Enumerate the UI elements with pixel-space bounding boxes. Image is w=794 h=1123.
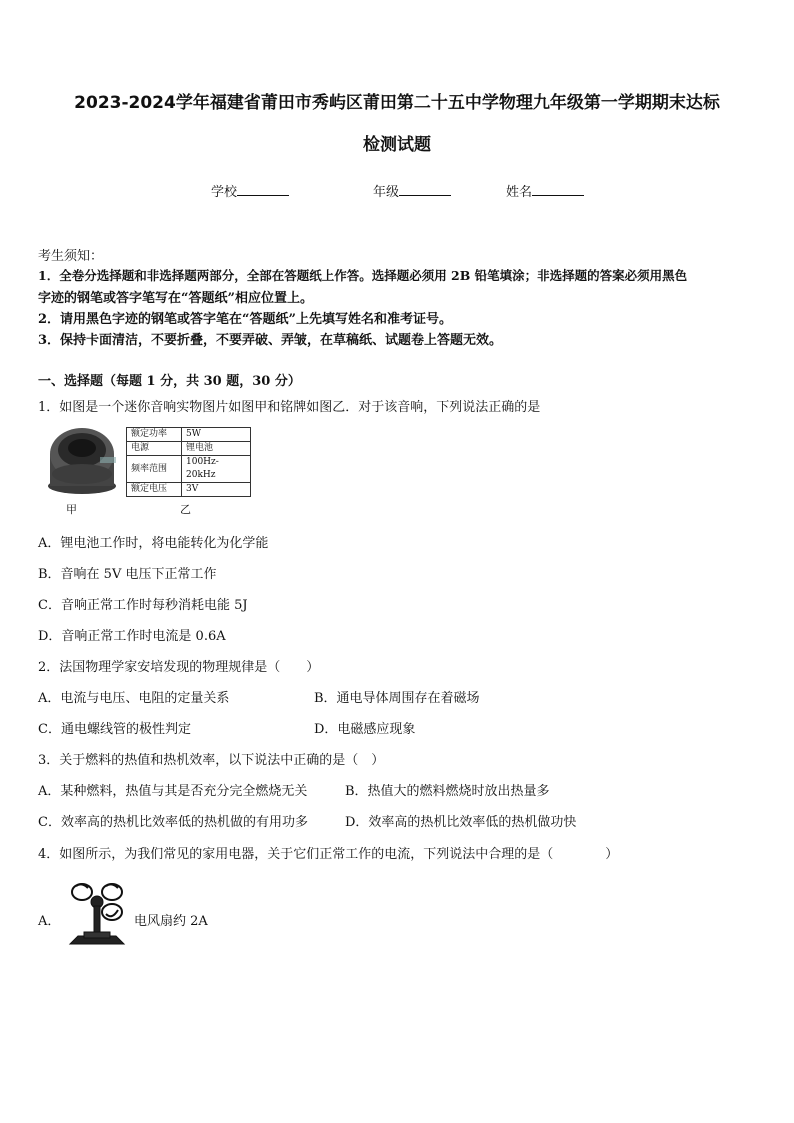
electric-fan-image [66, 878, 128, 952]
page-title-line2: 检测试题 [363, 135, 431, 155]
q4-option-a-text: 电风扇约 2A [134, 914, 208, 929]
q2-option-a: A．电流与电压、电阻的定量关系 [38, 691, 230, 706]
notice-item-1-cont: 字迹的钢笔或答字笔写在“答题纸”相应位置上。 [38, 291, 313, 306]
caption-jia: 甲 [66, 503, 77, 516]
page-title: 2023-2024学年福建省莆田市秀屿区莆田第二十五中学物理九年级第一学期期末达标 [74, 93, 720, 113]
spec-key: 频率范围 [127, 456, 182, 483]
q3-option-c: C．效率高的热机比效率低的热机做的有用功多 [38, 815, 308, 830]
school-field [211, 181, 289, 200]
q1-option-c: C．音响正常工作时每秒消耗电能 5J [38, 598, 248, 613]
notice-heading: 考生须知： [38, 249, 104, 264]
table-row [127, 428, 251, 442]
speaker-image [42, 424, 122, 498]
spec-value: 5W [182, 428, 251, 442]
section-heading: 一、选择题（每题 1 分，共 30 题，30 分） [38, 374, 301, 389]
spec-value: 锂电池 [182, 442, 251, 456]
q2-option-d: D．电磁感应现象 [314, 722, 416, 737]
grade-field [373, 181, 451, 200]
school-blank [237, 183, 289, 196]
q3-option-b: B．热值大的燃料燃烧时放出热量多 [345, 784, 550, 799]
name-blank [532, 183, 584, 196]
school-label: 学校 [211, 185, 238, 200]
q3-option-d: D．效率高的热机比效率低的热机做功快 [345, 815, 577, 830]
grade-blank [399, 183, 451, 196]
question-1-stem: 1．如图是一个迷你音响实物图片如图甲和铭牌如图乙．对于该音响，下列说法正确的是 [38, 400, 541, 415]
q2-option-b: B．通电导体周围存在着磁场 [314, 691, 480, 706]
speaker-spec-table [126, 427, 251, 497]
q2-option-c: C．通电螺线管的极性判定 [38, 722, 191, 737]
question-4-stem: 4．如图所示，为我们常见的家用电器，关于它们正常工作的电流，下列说法中合理的是（ ） [38, 847, 619, 862]
name-field [506, 181, 584, 200]
q1-option-b: B．音响在 5V 电压下正常工作 [38, 567, 217, 582]
question-2-stem: 2．法国物理学家安培发现的物理规律是（ ） [38, 660, 320, 675]
notice-item-3: 3．保持卡面清洁，不要折叠，不要弄破、弄皱，在草稿纸、试题卷上答题无效。 [38, 333, 503, 348]
table-row [127, 442, 251, 456]
name-label: 姓名 [506, 185, 533, 200]
q1-option-a: A．锂电池工作时，将电能转化为化学能 [38, 536, 269, 551]
caption-yi: 乙 [180, 503, 191, 516]
table-row [127, 456, 251, 483]
grade-label: 年级 [373, 185, 400, 200]
table-row [127, 483, 251, 497]
spec-value: 3V [182, 483, 251, 497]
q4-option-a-label: A． [38, 914, 61, 929]
spec-value: 100Hz-20kHz [182, 456, 251, 483]
spec-key: 电源 [127, 442, 182, 456]
spec-key: 额定电压 [127, 483, 182, 497]
notice-item-1: 1．全卷分选择题和非选择题两部分，全部在答题纸上作答。选择题必须用 2B 铅笔填涂；非选择题的答案必须用黑色 [38, 268, 688, 283]
spec-key: 额定功率 [127, 428, 182, 442]
q1-option-d: D．音响正常工作时电流是 0.6A [38, 629, 226, 644]
notice-item-2: 2．请用黑色字迹的钢笔或答字笔在“答题纸”上先填写姓名和准考证号。 [38, 312, 453, 327]
question-3-stem: 3．关于燃料的热值和热机效率，以下说法中正确的是（ ） [38, 753, 385, 768]
q3-option-a: A．某种燃料，热值与其是否充分完全燃烧无关 [38, 784, 308, 799]
